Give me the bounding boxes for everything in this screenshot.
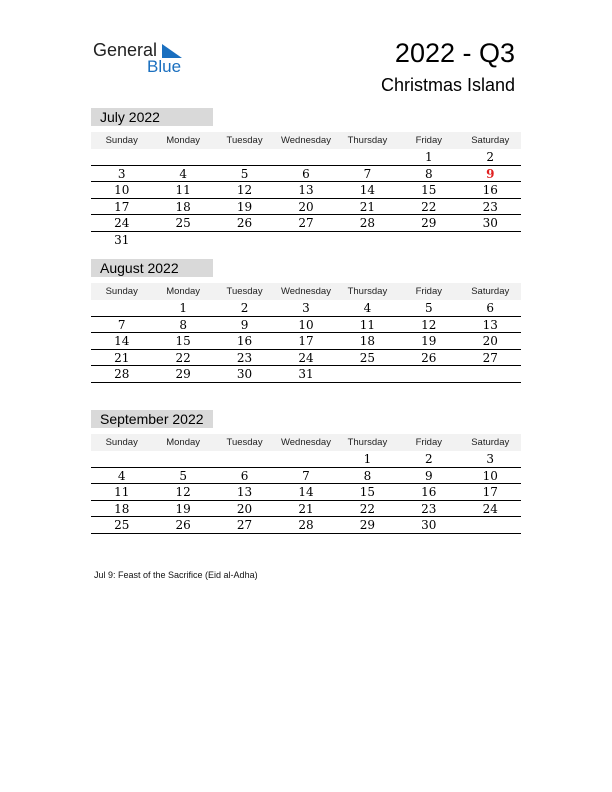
day-cell: 22: [421, 199, 437, 214]
weekday-label: Thursday: [347, 286, 388, 297]
logo-blue-text: Blue: [147, 57, 182, 76]
day-cell: [152, 451, 213, 467]
week-row: [91, 232, 521, 249]
day-cell: [91, 149, 152, 165]
day-cell: 16: [236, 334, 253, 349]
day-cell: 28: [114, 367, 130, 382]
day-cell: 29: [175, 367, 191, 382]
day-cell: 6: [486, 301, 495, 315]
logo-triangle-icon: [162, 44, 182, 58]
day-cell: 25: [359, 350, 376, 365]
day-cell: 9: [240, 317, 249, 332]
day-cell: [460, 366, 521, 382]
day-cell: 24: [114, 216, 130, 231]
day-cell: 5: [425, 301, 433, 315]
day-cell: 8: [425, 166, 433, 181]
day-cell: 14: [114, 334, 130, 349]
day-cell: 23: [421, 501, 437, 516]
day-cell: [337, 149, 398, 165]
weekday-label: Friday: [415, 437, 443, 448]
day-cell: 3: [117, 166, 126, 181]
day-cell: 1: [179, 301, 187, 315]
day-cell: 29: [359, 518, 376, 533]
week-row: [91, 468, 521, 485]
day-cell: 31: [114, 232, 130, 247]
weekday-label: Wednesday: [280, 437, 331, 448]
day-cell: 13: [482, 317, 498, 332]
day-cell: 22: [359, 501, 376, 516]
day-cell: [214, 232, 275, 249]
day-cell: [275, 149, 336, 165]
day-cell: 5: [179, 468, 187, 483]
day-cell: 20: [236, 501, 253, 516]
day-cell: 19: [421, 334, 437, 349]
day-cell: 14: [359, 183, 376, 198]
day-cell: 7: [117, 317, 126, 332]
generalblue-logo: [93, 40, 193, 80]
day-cell: 15: [175, 334, 191, 349]
week-row: [91, 517, 521, 534]
day-cell: [398, 366, 459, 382]
week-row: [91, 300, 521, 317]
weekday-label: Monday: [166, 437, 201, 448]
month-title: September 2022: [91, 410, 213, 428]
week-row: [91, 333, 521, 350]
day-cell: 23: [236, 350, 253, 365]
day-cell: 10: [482, 468, 498, 483]
day-cell: 2: [240, 301, 249, 315]
day-cell: 29: [421, 216, 437, 231]
month-september: [91, 410, 521, 534]
logo-general-text: General: [93, 40, 158, 60]
day-cell: 13: [298, 183, 314, 198]
day-cell: 1: [425, 150, 433, 164]
week-row: [91, 317, 521, 334]
day-cell: [337, 366, 398, 382]
day-cell: 11: [359, 317, 376, 332]
day-cell: 25: [175, 216, 191, 231]
weekday-label: Wednesday: [280, 286, 331, 297]
day-cell: 20: [298, 199, 314, 214]
month-title: August 2022: [91, 259, 213, 277]
weekday-label: Tuesday: [226, 286, 263, 297]
weekday-header-row: [91, 132, 521, 149]
day-cell: 17: [114, 199, 130, 214]
day-cell: 27: [482, 350, 498, 365]
day-cell: 14: [298, 485, 314, 500]
day-cell: 3: [302, 301, 310, 315]
day-cell: 18: [175, 199, 191, 214]
weekday-label: Friday: [415, 286, 443, 297]
day-cell: [214, 149, 275, 165]
weekday-header-row: [91, 283, 521, 300]
day-cell: 19: [236, 199, 253, 214]
day-cell: 11: [114, 485, 130, 500]
day-cell: [460, 517, 521, 533]
day-cell: 8: [363, 468, 372, 483]
day-cell: 7: [302, 468, 310, 483]
weekday-label: Monday: [166, 286, 201, 297]
day-cell: 28: [298, 518, 314, 533]
weekday-header-row: [91, 434, 521, 451]
day-cell: 4: [117, 468, 126, 483]
week-row: [91, 366, 521, 383]
weekday-label: Thursday: [347, 437, 388, 448]
day-cell: 21: [359, 199, 376, 214]
holiday-note: Jul 9: Feast of the Sacrifice (Eid al-Adha): [94, 570, 258, 580]
weekday-label: Tuesday: [226, 437, 263, 448]
day-cell: 2: [486, 150, 495, 164]
day-cell: 5: [240, 166, 249, 181]
day-cell: 15: [359, 485, 376, 500]
day-cell: 18: [359, 334, 376, 349]
day-cell: 16: [482, 183, 498, 198]
day-cell: [337, 232, 398, 249]
day-cell: 8: [179, 317, 187, 332]
day-cell: 10: [114, 183, 130, 198]
day-cell: 6: [302, 166, 310, 181]
weekday-label: Saturday: [471, 286, 510, 297]
day-cell: 12: [421, 317, 437, 332]
day-cell: 26: [236, 216, 253, 231]
day-cell: 25: [114, 518, 130, 533]
week-row: [91, 149, 521, 166]
day-cell: 12: [236, 183, 253, 198]
day-cell: 30: [421, 518, 437, 533]
day-cell: [275, 232, 336, 249]
day-cell: 30: [236, 367, 253, 382]
day-cell: 16: [421, 485, 437, 500]
day-cell: [152, 149, 213, 165]
week-row: [91, 350, 521, 367]
month-title: July 2022: [91, 108, 213, 126]
weekday-label: Sunday: [105, 286, 138, 297]
page-title: 2022 - Q3: [394, 38, 515, 68]
day-cell: 23: [482, 199, 498, 214]
day-cell: 20: [482, 334, 498, 349]
day-cell: 18: [114, 501, 130, 516]
weekday-label: Saturday: [471, 437, 510, 448]
day-cell: 27: [236, 518, 253, 533]
day-cell: 2: [425, 452, 433, 466]
day-cell: 21: [298, 501, 314, 516]
weekday-label: Saturday: [471, 135, 510, 146]
day-cell: 19: [175, 501, 191, 516]
holiday-day-cell: 9: [486, 166, 495, 181]
weekday-label: Monday: [166, 135, 201, 146]
day-cell: 1: [363, 452, 372, 466]
day-cell: 4: [179, 166, 187, 181]
weekday-label: Sunday: [105, 135, 138, 146]
day-cell: 6: [240, 468, 249, 483]
day-cell: 27: [298, 216, 314, 231]
month-august: [91, 259, 521, 383]
day-cell: 17: [298, 334, 314, 349]
day-cell: 12: [175, 485, 191, 500]
week-row: [91, 451, 521, 468]
day-cell: 7: [363, 166, 372, 181]
week-row: [91, 215, 521, 232]
day-cell: [152, 232, 213, 249]
day-cell: [275, 451, 336, 467]
week-row: [91, 182, 521, 199]
day-cell: 3: [486, 452, 495, 466]
day-cell: 15: [421, 183, 437, 198]
day-cell: 26: [175, 518, 191, 533]
day-cell: 26: [421, 350, 437, 365]
day-cell: 9: [425, 468, 433, 483]
week-row: [91, 166, 521, 183]
month-july: [91, 108, 521, 249]
weekday-label: Sunday: [105, 437, 138, 448]
day-cell: 4: [363, 301, 372, 315]
day-cell: [91, 451, 152, 467]
day-cell: 10: [298, 317, 314, 332]
weekday-label: Friday: [415, 135, 443, 146]
day-cell: 24: [482, 501, 498, 516]
day-cell: 21: [114, 350, 130, 365]
day-cell: 30: [482, 216, 498, 231]
day-cell: [91, 300, 152, 316]
day-cell: [398, 232, 459, 249]
day-cell: [460, 232, 521, 249]
weekday-label: Wednesday: [280, 135, 331, 146]
week-row: [91, 199, 521, 216]
page-subtitle: Christmas Island: [380, 75, 515, 95]
day-cell: 24: [298, 350, 314, 365]
week-row: [91, 484, 521, 501]
day-cell: 13: [236, 485, 253, 500]
day-cell: 17: [482, 485, 498, 500]
day-cell: 11: [175, 183, 191, 198]
day-cell: 22: [175, 350, 191, 365]
day-cell: 28: [359, 216, 376, 231]
week-row: [91, 501, 521, 518]
weekday-label: Tuesday: [226, 135, 263, 146]
day-cell: [214, 451, 275, 467]
day-cell: 31: [298, 367, 314, 382]
weekday-label: Thursday: [347, 135, 388, 146]
